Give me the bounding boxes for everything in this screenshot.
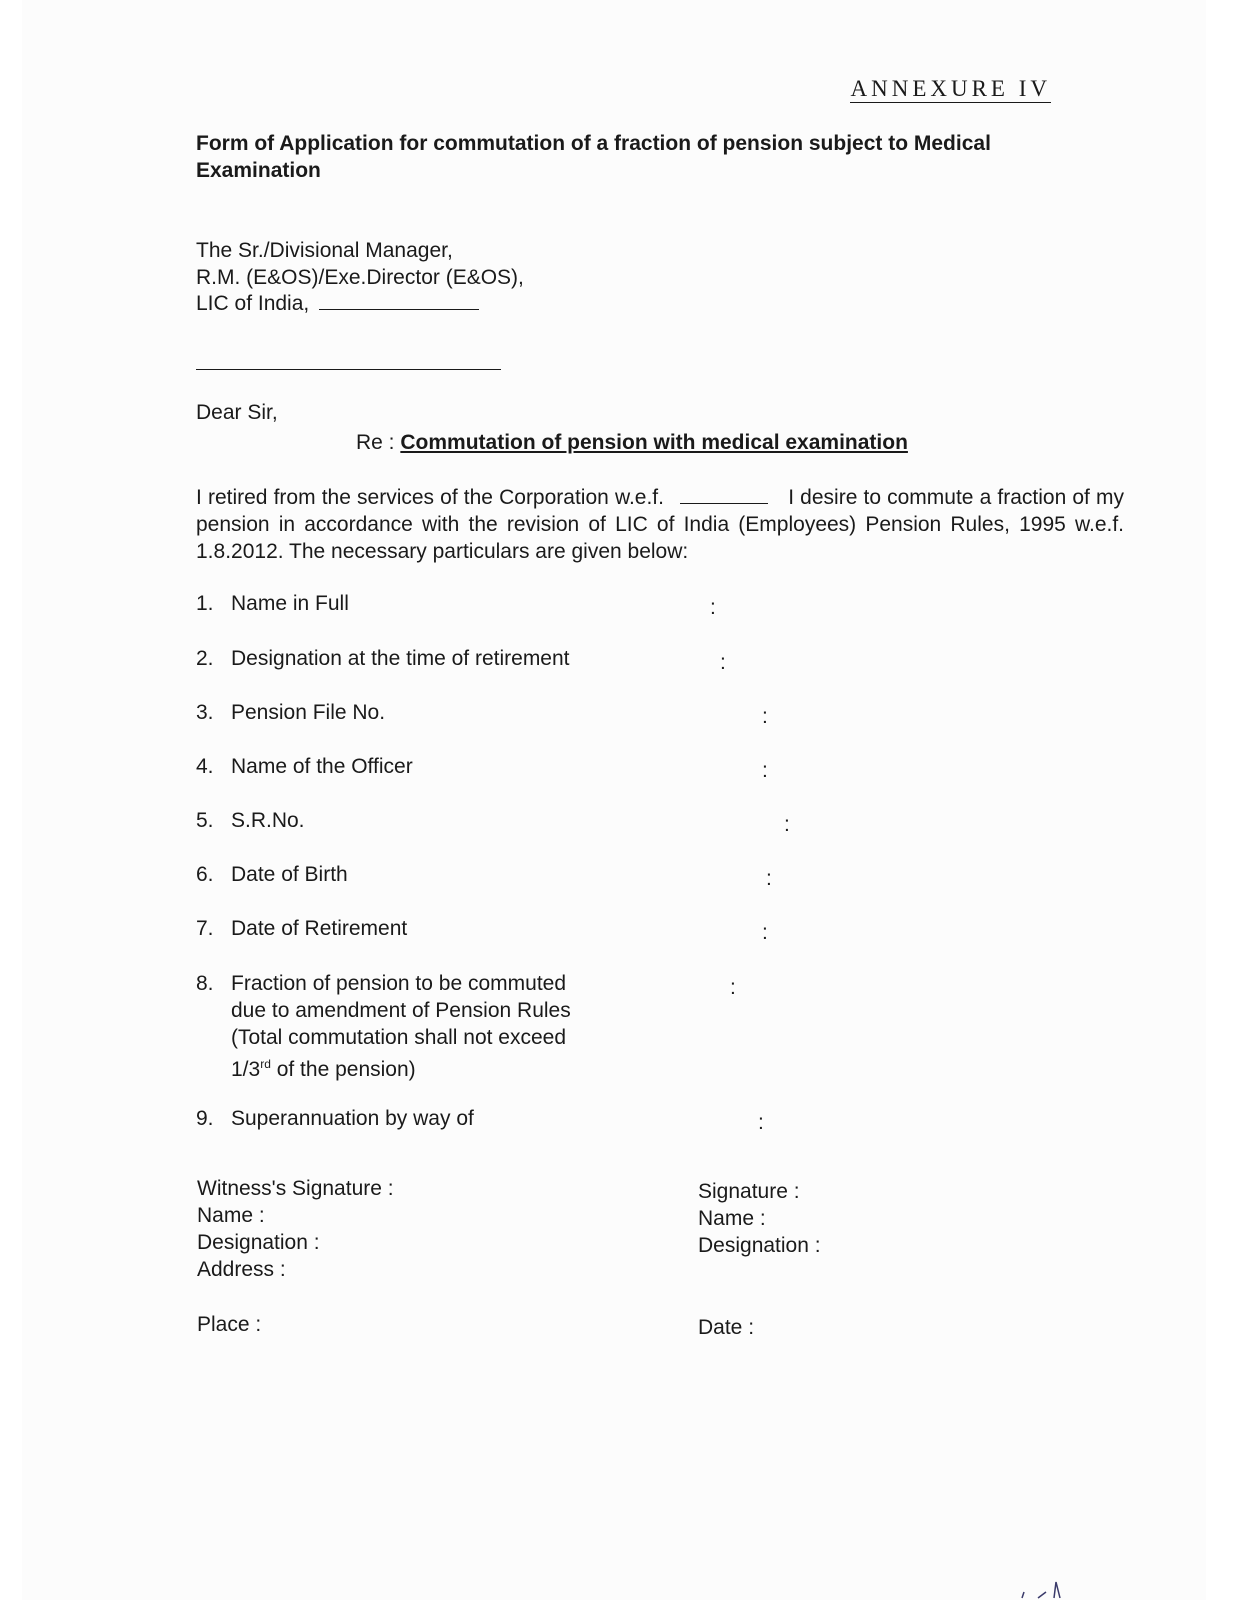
re-subject: Commutation of pension with medical examination [400, 431, 908, 454]
item-6-label: Date of Birth [231, 863, 348, 886]
item-8-label [231, 970, 631, 1083]
item-2-colon: : [720, 651, 726, 674]
re-line [356, 430, 908, 456]
date-label: Date : [698, 1316, 755, 1339]
retirement-date-blank[interactable] [680, 503, 768, 504]
item-2-number: 2. [196, 647, 214, 670]
item-5-number: 5. [196, 809, 214, 832]
item-5-colon: : [784, 813, 790, 836]
witness-name-label: Name : [197, 1204, 265, 1227]
applicant-designation-label: Designation : [698, 1234, 821, 1257]
address-line-2: R.M. (E&OS)/Exe.Director (E&OS), [196, 266, 524, 289]
witness-address-label: Address : [197, 1258, 286, 1281]
place-label: Place : [197, 1313, 262, 1336]
item-8-label-line-4 [231, 1051, 631, 1083]
item-1-number: 1. [196, 592, 214, 615]
item-8-fraction-suffix: of the pension) [270, 1058, 416, 1081]
item-8-label-line-3: (Total commutation shall not exceed [231, 1026, 567, 1049]
item-7-colon: : [762, 921, 768, 944]
item-9-colon: : [758, 1111, 764, 1134]
address-line-3 [196, 291, 479, 317]
item-3-colon: : [762, 705, 768, 728]
item-4-label: Name of the Officer [231, 755, 413, 778]
item-9-label: Superannuation by way of [231, 1107, 474, 1130]
address-line-1: The Sr./Divisional Manager, [196, 239, 453, 262]
para-part-2: I desire to commute a fraction of my pension in accordance with the revision of LIC of India (Employees) Pension Rules, 1995 w.e.f. 1.8.2012. The necessary particulars are given below: [196, 486, 1124, 563]
intro-paragraph [196, 484, 1124, 565]
item-2-label: Designation at the time of retirement [231, 647, 570, 670]
annexure-heading: ANNEXURE IV [850, 76, 1051, 101]
para-part-1: I retired from the services of the Corporation w.e.f. [196, 486, 664, 509]
item-4-colon: : [762, 759, 768, 782]
item-8-fraction: 1/3 [231, 1058, 261, 1081]
pen-mark-icon [1016, 1578, 1076, 1600]
salutation: Dear Sir, [196, 401, 278, 424]
item-5-label: S.R.No. [231, 809, 305, 832]
item-8-label-line-2: due to amendment of Pension Rules [231, 999, 571, 1022]
address-line-3-text: LIC of India, [196, 292, 310, 315]
item-9-number: 9. [196, 1107, 214, 1130]
item-6-colon: : [766, 867, 772, 890]
applicant-signature-label: Signature : [698, 1180, 800, 1203]
branch-blank[interactable] [319, 309, 479, 310]
item-1-colon: : [710, 596, 716, 619]
item-8-colon: : [730, 976, 736, 999]
item-6-number: 6. [196, 863, 214, 886]
applicant-name-label: Name : [698, 1207, 766, 1230]
item-3-number: 3. [196, 701, 214, 724]
address-blank-line[interactable] [196, 369, 501, 370]
witness-signature-label: Witness's Signature : [197, 1177, 394, 1200]
item-3-label: Pension File No. [231, 701, 386, 724]
item-7-number: 7. [196, 917, 214, 940]
item-8-number: 8. [196, 972, 214, 995]
witness-designation-label: Designation : [197, 1231, 320, 1254]
item-4-number: 4. [196, 755, 214, 778]
item-7-label: Date of Retirement [231, 917, 408, 940]
item-1-label: Name in Full [231, 592, 349, 615]
item-8-superscript: rd [260, 1057, 271, 1071]
re-prefix: Re : [356, 431, 395, 454]
item-8-label-line-1: Fraction of pension to be commuted [231, 972, 567, 995]
form-title: Form of Application for commutation of a fraction of pension subject to Medical Examination [196, 132, 991, 182]
